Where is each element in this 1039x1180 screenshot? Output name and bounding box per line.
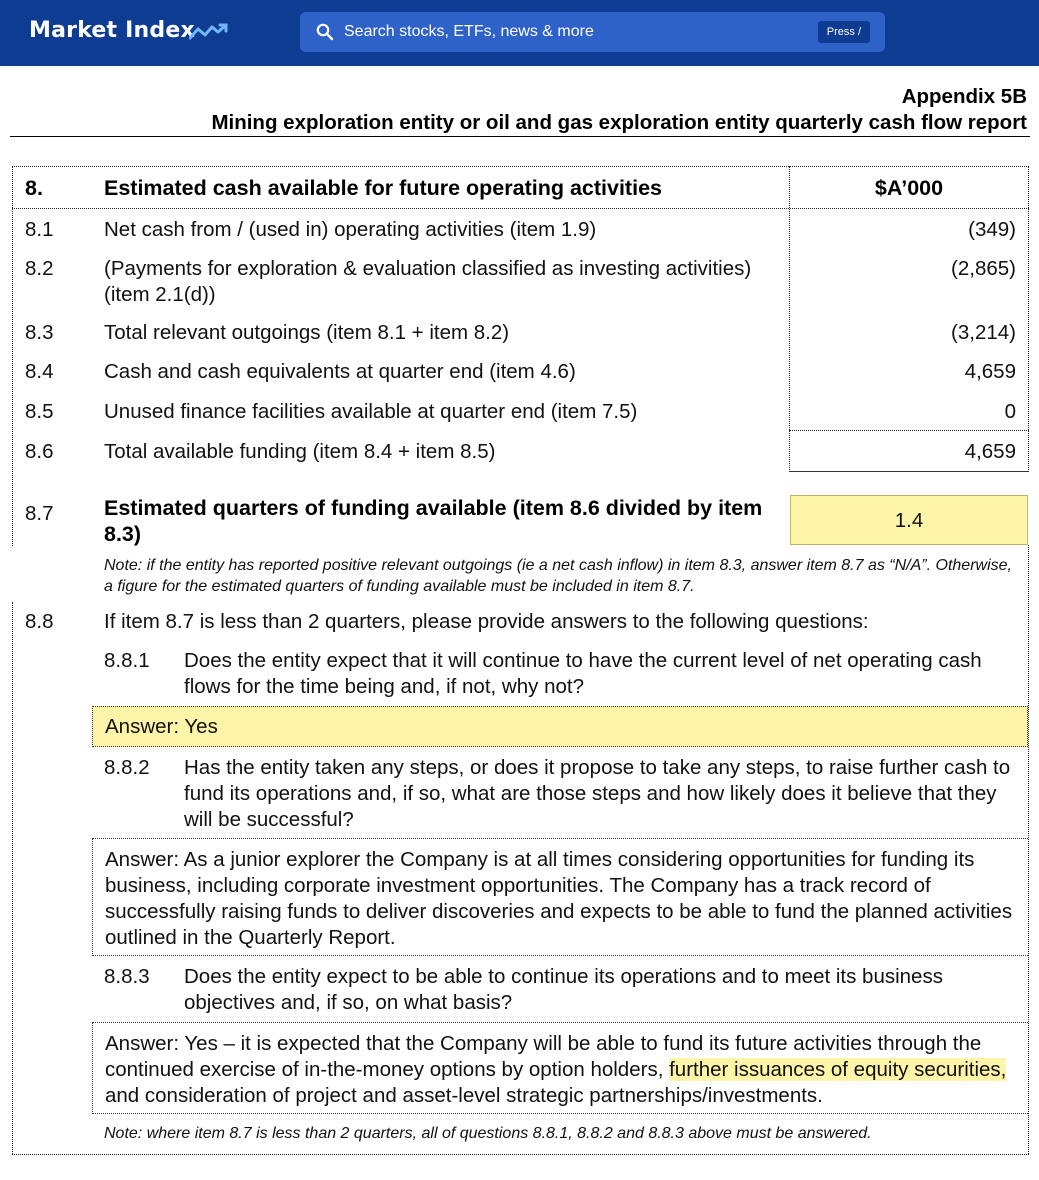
answer-box <box>92 1022 1028 1114</box>
item-8-8-number: 8.8 <box>25 610 54 633</box>
row-label: (Payments for exploration & evaluation classified as investing activities) (item 2.1(d)) <box>104 257 752 306</box>
row-value: (2,865) <box>951 257 1016 280</box>
table-top-border <box>12 166 1029 167</box>
keyboard-shortcut-hint: Press / <box>818 21 870 43</box>
column-header: $A’000 <box>874 176 944 200</box>
item-8-7-label: Estimated quarters of funding available (item 8.6 divided by item 8.3) <box>104 496 763 546</box>
answer-text: and consideration of project and asset-level strategic partnerships/investments. <box>105 1084 823 1107</box>
row-number: 8.1 <box>25 218 54 241</box>
table-bottom-border <box>12 1154 1029 1155</box>
section-number: 8. <box>25 176 43 200</box>
row-value: 4,659 <box>964 360 1016 383</box>
row-number: 8.2 <box>25 257 54 280</box>
question-number: 8.8.3 <box>104 965 150 988</box>
question-number: 8.8.1 <box>104 649 150 672</box>
question-number: 8.8.2 <box>104 756 150 779</box>
table-right-border-lower <box>1028 545 1029 1154</box>
row-value: (349) <box>968 218 1016 241</box>
row-label: Cash and cash equivalents at quarter end (item 4.6) <box>104 360 576 383</box>
answer-text: Answer: Yes – it is expected that the Company will be able to fund its future activities through the continued exercise of in-the-money options by option holders, <box>105 1032 982 1081</box>
search-input[interactable] <box>344 12 784 52</box>
question-text: Has the entity taken any steps, or does it propose to take any steps, to raise further cash to fund its operations and, if so, what are those steps and how likely does it believe that they will be successful? <box>184 756 1011 831</box>
question-text: Does the entity expect to be able to continue its operations and to meet its business objectives and, if so, on what basis? <box>184 965 943 1014</box>
header-bottom-border <box>12 208 1029 209</box>
row-number: 8.5 <box>25 400 54 423</box>
row-value: 4,659 <box>964 440 1016 463</box>
row-number: 8.4 <box>25 360 54 383</box>
appendix-title: Appendix 5B <box>901 85 1027 108</box>
row-label: Net cash from / (used in) operating activities (item 1.9) <box>104 218 597 241</box>
row-label: Total available funding (item 8.4 + item 8.5) <box>104 440 496 463</box>
search-icon <box>316 23 334 41</box>
section-title: Estimated cash available for future operating activities <box>104 176 662 200</box>
search-bar[interactable] <box>300 12 885 52</box>
table-right-border-upper <box>1028 166 1029 472</box>
table-left-border-lower <box>12 602 13 1154</box>
item-8-7-number: 8.7 <box>25 502 54 525</box>
row-label: Unused finance facilities available at quarter end (item 7.5) <box>104 400 638 423</box>
row-number: 8.3 <box>25 321 54 344</box>
answer-box: Answer: As a junior explorer the Company is at all times considering opportunities for funding its business, including corporate investment opportunities. The Company has a track record of successfully raising funds to deliver discoveries and expects to be able to fund the planned activities outlined in the Quarterly Report. <box>92 838 1028 956</box>
trend-up-icon <box>189 23 229 41</box>
document-heading <box>211 84 1027 136</box>
table-left-border-upper <box>12 166 13 546</box>
answer-box: Answer: Yes <box>92 706 1028 747</box>
question-text: Does the entity expect that it will continue to have the current level of net operating cash flows for the time being and, if not, why not? <box>184 649 982 698</box>
item-8-8-note: Note: where item 8.7 is less than 2 quarters, all of questions 8.8.1, 8.8.2 and 8.8.3 above must be answered. <box>104 1125 872 1142</box>
value-column-bottom-border <box>789 471 1029 472</box>
row-value: (3,214) <box>951 321 1016 344</box>
value-column-divider <box>789 166 790 472</box>
report-subtitle: Mining exploration entity or oil and gas exploration entity quarterly cash flow report <box>211 111 1027 134</box>
title-rule <box>10 136 1030 137</box>
highlighted-answer-text: further issuances of equity securities, <box>669 1058 1007 1081</box>
row-number: 8.6 <box>25 440 54 463</box>
row-value: 0 <box>1004 400 1016 423</box>
total-top-border <box>789 430 1029 431</box>
row-label: Total relevant outgoings (item 8.1 + item 8.2) <box>104 321 510 344</box>
brand-logo[interactable]: Market Index <box>29 18 195 43</box>
item-8-8-intro: If item 8.7 is less than 2 quarters, please provide answers to the following questions: <box>104 610 869 633</box>
top-navigation-bar <box>0 0 1039 66</box>
funding-quarters-value: 1.4 <box>790 495 1028 545</box>
item-8-7-note: Note: if the entity has reported positive relevant outgoings (ie a net cash inflow) in item 8.3, answer item 8.7 as “N/A”. Otherwise, a figure for the estimated quarters of funding available must be included in item 8.7. <box>104 557 1012 595</box>
